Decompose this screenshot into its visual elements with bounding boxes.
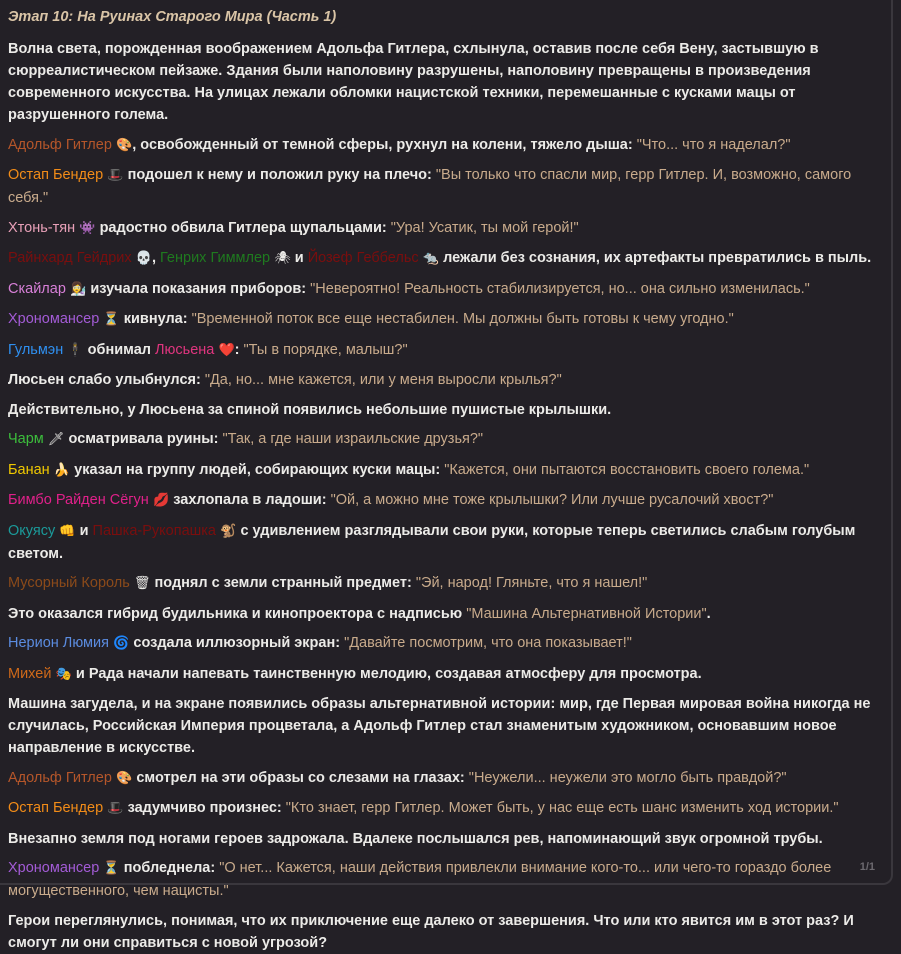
narration-text: и [75, 522, 93, 539]
emoji-icon: 👾 [75, 220, 100, 236]
story-paragraph [8, 489, 881, 512]
character-name: Генрих Гиммлер [160, 250, 271, 266]
story-paragraph [8, 767, 881, 790]
emoji-icon: 👊 [55, 523, 76, 539]
emoji-icon: 🗡 [43, 432, 69, 447]
story-paragraph [8, 910, 881, 954]
character-name: Мусорный Король [8, 575, 130, 591]
story-paragraph [8, 164, 881, 209]
story-paragraph [8, 797, 881, 820]
dialogue-quote: "Машина Альтернативной Истории" [466, 605, 707, 622]
character-name: Скайлар [8, 280, 66, 297]
narration-text: изучала показания приборов: [90, 280, 311, 297]
narration-text: указал на группу людей, собирающих куски мацы: [74, 461, 445, 478]
character-name: Михей [8, 665, 52, 682]
dialogue-quote: "О нет... Кажется, наши действия привлекли внимание кого-то... или чего-то гораздо более могущественного, чем нацисты." [8, 860, 832, 899]
emoji-icon: 💋 [148, 493, 174, 508]
story-paragraph [8, 134, 881, 157]
narration-text: лежали без сознания, их артефакты превратились в пыль. [443, 250, 872, 266]
character-name: Хтонь-тян [8, 219, 76, 236]
narration-text: и [290, 250, 308, 266]
story-paragraph [8, 828, 881, 850]
story-paragraph [8, 459, 881, 482]
emoji-icon: 🐀 [418, 251, 444, 266]
character-name: Люсьена [155, 341, 215, 358]
emoji-icon: 🎨 [111, 137, 133, 153]
narration-text: : [234, 341, 244, 358]
character-name: Нерион Люмия [8, 635, 109, 651]
narration-text: создала иллюзорный экран: [133, 635, 345, 651]
story-paragraph [8, 38, 881, 126]
story-paragraph [8, 632, 881, 655]
story-paragraph [8, 399, 881, 421]
narration-text: с удивлением разглядывали свои руки, которые теперь светились слабым голубым светом. [8, 522, 856, 562]
page-indicator[interactable]: 1/1 [859, 861, 875, 873]
story-paragraph [8, 693, 881, 759]
narration-text: Это оказался гибрид будильника и кинопроектора с надписью [8, 605, 467, 622]
character-name: Йозеф Геббельс [307, 250, 419, 266]
dialogue-quote: "Невероятно! Реальность стабилизируется, но... она сильно изменилась." [310, 280, 810, 297]
narration-text: . [706, 605, 711, 622]
dialogue-quote: "Ура! Усатик, ты мой герой!" [390, 219, 579, 236]
narration-text: поднял с земли странный предмет: [154, 575, 416, 591]
emoji-icon: 🐒 [216, 523, 241, 539]
dialogue-quote: "Вы только что спасли мир, герр Гитлер. И, возможно, самого себя." [8, 167, 852, 206]
narration-text: Герои переглянулись, понимая, что их приключение еще далеко от завершения. Что или кто явится им в этот раз? И смогут ли они справиться с новой угрозой? [8, 912, 854, 951]
story-paragraph [8, 428, 881, 451]
emoji-icon: ⏳ [99, 861, 124, 876]
narration-text: Люсьен слабо улыбнулся: [8, 372, 205, 388]
character-name: Банан [8, 461, 50, 478]
chapter-title: Этап 10: На Руинах Старого Мира (Часть 1) [8, 9, 337, 25]
character-name: Остап Бендер [8, 167, 104, 183]
narration-text: обнимал [87, 341, 155, 358]
character-name: Хрономансер [8, 311, 100, 327]
character-name: Бимбо Райден Сёгун [8, 492, 149, 508]
narration-text: подошел к нему и положил руку на плечо: [127, 167, 436, 183]
dialogue-quote: "Да, но... мне кажется, или у меня выросли крылья?" [204, 372, 562, 388]
narration-text: Машина загудела, и на экране появились образы альтернативной истории: мир, где Первая мировая война никогда не случилась, Российская Империя процветала, а Адольф Гитлер стал знаменитым художником, основавшим новое направление в искусстве. [8, 696, 871, 756]
emoji-icon: 💀 [131, 251, 152, 266]
dialogue-quote: "Временной поток все еще нестабилен. Мы должны быть готовы к чему угодно." [191, 311, 734, 327]
emoji-icon: 🎨 [111, 770, 137, 786]
character-name: Райнхард Гейдрих [8, 250, 132, 266]
dialogue-quote: "Кто знает, герр Гитлер. Может быть, у нас еще есть шанс изменить ход истории." [285, 800, 839, 816]
dialogue-quote: "Ой, а можно мне тоже крылышки? Или лучше русалочий хвост?" [330, 492, 774, 508]
dialogue-quote: "Давайте посмотрим, что она показывает!" [344, 635, 632, 651]
character-name: Гульмэн [8, 341, 64, 358]
story-paragraph [8, 217, 881, 240]
story-paragraph [8, 572, 881, 595]
story-paragraph [8, 247, 881, 270]
emoji-icon: 🍌 [49, 462, 75, 478]
narration-text: Внезапно земля под ногами героев задрожала. Вдалеке послышался рев, напоминающий звук огромной трубы. [8, 830, 823, 847]
story-paragraph [8, 520, 881, 565]
narration-text: и Рада начали напевать таинственную мелодию, создавая атмосферу для просмотра. [75, 665, 702, 682]
story-paragraph [8, 278, 881, 301]
dialogue-quote: "Что... что я наделал?" [636, 136, 791, 153]
character-name: Пашка-Рукопашка [92, 522, 216, 539]
dialogue-quote: "Так, а где наши израильские друзья?" [222, 431, 484, 447]
character-name: Хрономансер [8, 860, 100, 876]
narration-text: смотрел на эти образы со слезами на глазах: [136, 769, 469, 786]
emoji-icon: 🎩 [103, 801, 128, 816]
emoji-icon: 🕷 [270, 251, 291, 266]
emoji-icon: 🗑 [129, 576, 155, 591]
narration-text: захлопала в ладоши: [173, 492, 331, 508]
narration-text: Волна света, порожденная воображением Адольфа Гитлера, схлынула, оставив после себя Вену, застывшую в сюрреалистическом пейзаже. Здания были наполовину разрушены, наполовину превращены в произведения современного искусства. На улицах лежали обломки нацистской техники, перемешанные с кусками мацы от разрушенного голема. [8, 41, 819, 123]
narration-text: Действительно, у Люсьена за спиной появились небольшие пушистые крылышки. [8, 401, 612, 418]
narration-text: задумчиво произнес: [127, 800, 286, 816]
character-name: Остап Бендер [8, 800, 104, 816]
story-paragraph [8, 857, 881, 902]
story-paragraph [8, 369, 881, 391]
narration-text: , [151, 250, 161, 266]
narration-text: кивнула: [123, 311, 192, 327]
dialogue-quote: "Неужели... неужели это могло быть правдой?" [468, 769, 787, 786]
narration-text: радостно обвила Гитлера щупальцами: [99, 219, 391, 236]
narration-text: осматривала руины: [68, 431, 223, 447]
character-name: Окуясу [8, 522, 56, 539]
story-paragraph [8, 603, 881, 625]
emoji-icon: ⏳ [99, 312, 124, 327]
emoji-icon: 🕴 [63, 342, 88, 358]
emoji-icon: 🎩 [103, 168, 128, 183]
dialogue-quote: "Эй, народ! Гляньте, что я нашел!" [415, 575, 648, 591]
emoji-icon: ❤️ [214, 342, 235, 358]
dialogue-quote: "Кажется, они пытаются восстановить своего голема." [444, 461, 810, 478]
narration-text: побледнела: [123, 860, 220, 876]
emoji-icon: 🎭 [51, 666, 76, 682]
story-paragraph [8, 308, 881, 331]
emoji-icon: 🌀 [108, 636, 134, 651]
narration-text: , освобожденный от темной сферы, рухнул на колени, тяжело дыша: [132, 136, 637, 153]
character-name: Адольф Гитлер [8, 769, 112, 786]
character-name: Адольф Гитлер [8, 136, 112, 153]
story-paragraph [8, 339, 881, 362]
story-paragraph [8, 663, 881, 686]
character-name: Чарм [8, 431, 44, 447]
emoji-icon: 👩‍🔬 [65, 281, 91, 297]
dialogue-quote: "Ты в порядке, малыш?" [243, 341, 408, 358]
